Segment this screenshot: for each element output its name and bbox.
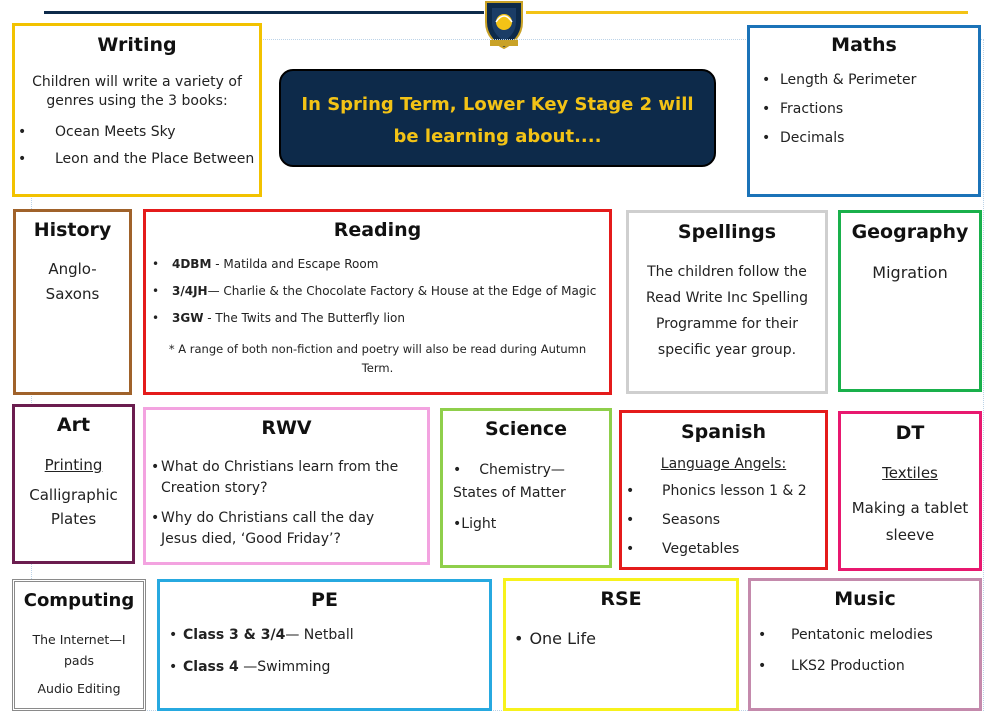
list-item: • Length & Perimeter [762, 72, 917, 88]
header-rule-right [526, 11, 968, 14]
spellings-panel [626, 210, 828, 394]
dt-line2: sleeve [885, 526, 935, 544]
spellings-line1: The children follow the [647, 264, 807, 280]
history-line2: Saxons [45, 285, 100, 303]
list-item: • Why do Christians call the day Jesus died, ‘Good Friday’? [146, 508, 398, 550]
rwv-panel [143, 407, 430, 565]
science-title: Science [484, 418, 568, 440]
spanish-subtitle: Language Angels: [660, 456, 787, 472]
science-item-1-line1: • Chemistry— [453, 462, 565, 478]
pe-activity-1: — Netball [285, 627, 354, 643]
spanish-topic-2: Seasons [662, 512, 721, 528]
maths-panel [747, 25, 981, 197]
banner-line2: be learning about.... [393, 126, 602, 147]
art-line1: Calligraphic [29, 486, 118, 504]
rse-panel [503, 578, 739, 711]
list-item: • 3/4JH— Charlie & the Chocolate Factory & House at the Edge of Magic [152, 284, 597, 298]
writing-intro [15, 73, 259, 111]
list-item: • Leon and the Place Between [18, 151, 255, 167]
computing-line2: pads [63, 653, 95, 668]
writing-book-2: Leon and the Place Between [55, 151, 255, 167]
spellings-title: Spellings [677, 221, 777, 243]
spellings-line3: Programme for their [655, 316, 799, 332]
rwv-question-list [146, 457, 398, 550]
pe-class-1: Class 3 & 3/4 [183, 627, 286, 643]
list-item: • Phonics lesson 1 & 2 [626, 483, 807, 499]
reading-books-4dbm: - Matilda and Escape Room [211, 257, 379, 271]
science-item-1-text: Chemistry— [479, 462, 565, 478]
reading-title: Reading [333, 219, 422, 241]
history-title: History [33, 219, 112, 241]
list-item: • Pentatonic melodies [758, 627, 933, 643]
pe-title: PE [311, 589, 338, 611]
geography-panel [838, 210, 982, 392]
maths-topic-2: Fractions [780, 101, 844, 117]
rse-item: • One Life [514, 629, 596, 648]
reading-class-list [146, 257, 596, 338]
spellings-line2: Read Write Inc Spelling [645, 290, 808, 306]
history-panel [13, 209, 132, 395]
writing-intro-line2: genres using the 3 books: [46, 92, 228, 109]
rse-item-text: One Life [529, 629, 596, 648]
computing-line3: Audio Editing [37, 681, 121, 696]
maths-topic-3: Decimals [780, 130, 845, 146]
rse-title: RSE [600, 588, 642, 610]
list-item: • Fractions [762, 101, 844, 117]
writing-panel [12, 23, 262, 197]
geography-topic: Migration [872, 263, 948, 282]
pe-activity-2: —Swimming [238, 659, 331, 675]
list-item: • 4DBM - Matilda and Escape Room [152, 257, 379, 271]
list-item: • LKS2 Production [758, 658, 905, 674]
computing-panel [12, 579, 146, 711]
spanish-panel [619, 410, 828, 570]
history-line1: Anglo- [48, 260, 97, 278]
geography-title: Geography [851, 221, 969, 243]
rwv-q2-line1: Why do Christians call the day [161, 510, 375, 526]
science-item-2: •Light [453, 516, 497, 532]
list-item: • What do Christians learn from the Creation story? [146, 457, 398, 499]
pe-class-2: Class 4 [183, 659, 239, 675]
pe-panel [157, 579, 492, 711]
spellings-line4: specific year group. [657, 342, 797, 358]
reading-books-34jh: — Charlie & the Chocolate Factory & House at the Edge of Magic [207, 284, 597, 298]
reading-class-34jh: 3/4JH [172, 284, 208, 298]
rwv-q2-line2: Jesus died, ‘Good Friday’? [161, 531, 341, 547]
maths-topic-list [750, 72, 916, 159]
dt-line1: Making a tablet [851, 499, 969, 517]
science-item-1-line2: States of Matter [453, 485, 566, 501]
music-topic-list [751, 627, 933, 689]
reading-note-line2: Term. [361, 361, 394, 375]
art-title: Art [56, 414, 91, 436]
term-banner [279, 69, 716, 167]
spanish-topic-1: Phonics lesson 1 & 2 [662, 483, 807, 499]
list-item: • 3GW - The Twits and The Butterfly lion [152, 311, 405, 325]
list-item: • Class 3 & 3/4— Netball [169, 627, 354, 643]
rwv-title: RWV [261, 417, 312, 439]
dt-title: DT [895, 422, 925, 444]
computing-title: Computing [23, 590, 135, 611]
reading-books-3gw: - The Twits and The Butterfly lion [203, 311, 405, 325]
list-item: • Vegetables [626, 541, 740, 557]
music-panel [748, 578, 982, 711]
music-topic-1: Pentatonic melodies [791, 627, 933, 643]
spanish-title: Spanish [681, 421, 766, 443]
list-item: • Seasons [626, 512, 721, 528]
list-item: • Decimals [762, 130, 845, 146]
reading-class-3gw: 3GW [172, 311, 204, 325]
dt-panel [838, 411, 982, 571]
art-subtitle: Printing [44, 456, 103, 474]
music-title: Music [834, 588, 896, 610]
music-topic-2: LKS2 Production [791, 658, 905, 674]
computing-line1: The Internet—I [32, 632, 126, 647]
science-panel [440, 408, 612, 568]
science-item-2-text: Light [461, 516, 497, 532]
reading-panel [143, 209, 612, 395]
header-rule-left [44, 11, 484, 14]
dt-subtitle: Textiles [882, 464, 938, 482]
pe-class-list [160, 627, 354, 691]
writing-book-1: Ocean Meets Sky [55, 124, 176, 140]
banner-line1: In Spring Term, Lower Key Stage 2 will [301, 94, 694, 115]
spanish-topic-3: Vegetables [662, 541, 740, 557]
writing-intro-line1: Children will write a variety of [32, 74, 242, 90]
maths-topic-1: Length & Perimeter [780, 72, 917, 88]
rwv-q1-line2: Creation story? [161, 480, 268, 496]
reading-note-line1: * A range of both non-fiction and poetry will also be read during Autumn [168, 342, 587, 356]
list-item: • Ocean Meets Sky [18, 124, 176, 140]
writing-title: Writing [97, 34, 177, 56]
art-panel [12, 404, 135, 564]
maths-title: Maths [831, 34, 897, 56]
art-line2: Plates [50, 510, 97, 528]
spanish-topic-list [622, 483, 807, 570]
list-item: • Class 4 —Swimming [169, 659, 331, 675]
reading-class-4dbm: 4DBM [172, 257, 212, 271]
writing-book-list [15, 124, 254, 178]
rwv-q1-line1: What do Christians learn from the [161, 459, 399, 475]
